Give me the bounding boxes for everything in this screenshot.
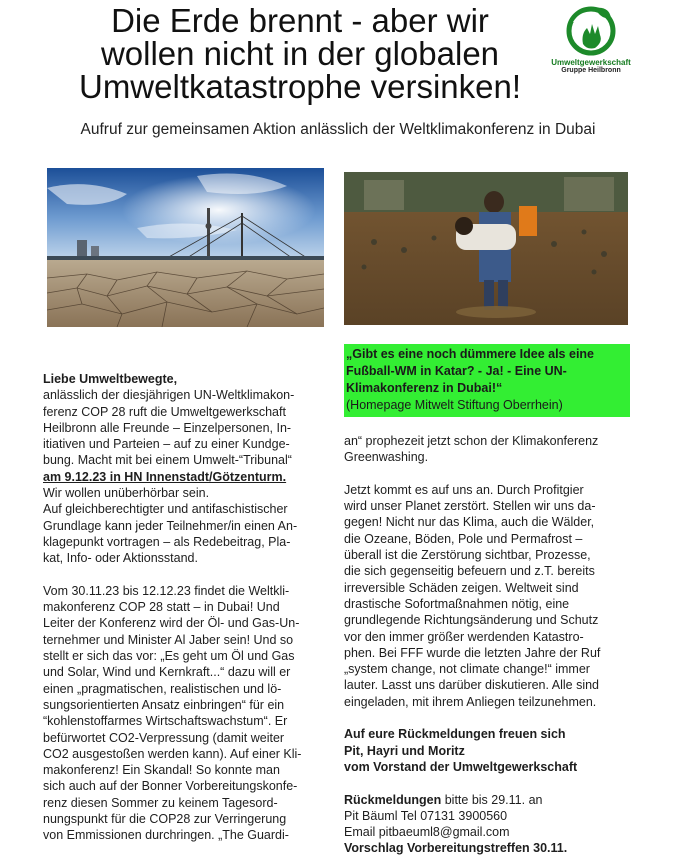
organization-logo [548, 4, 634, 76]
text-line: makonferenz! Ein Skandal! So konnte man [43, 763, 280, 778]
text-line: kat, Info- oder Aktionsstand. [43, 551, 198, 566]
signoff-org: vom Vorstand der Umweltgewerkschaft [344, 759, 578, 774]
feedback-label: Rückmeldungen [344, 792, 442, 807]
text-line: überall ist die Zerstörung sichtbar, Prozesse, [344, 548, 591, 563]
text-line: makonferenz COP 28 statt – in Dubai! Und [43, 600, 280, 615]
text-line: Auf gleichberechtigter und antifaschistischer [43, 502, 288, 517]
title-line-1: Die Erde brennt - aber wir [111, 2, 489, 39]
text-line: „system change, not climate change!“ immer [344, 662, 590, 677]
feedback-deadline: bitte bis 29.11. an [441, 792, 543, 807]
quote-box [344, 344, 630, 417]
text-line: irreversible Schäden zeigen. Weltweit sind [344, 580, 579, 595]
text-line: einen „pragmatischen, realistischen und lö- [43, 681, 282, 696]
text-line: an“ prophezeit jetzt schon der Klimakonferenz [344, 434, 599, 448]
text-line: befürwortet CO2-Verpressung (damit weiter [43, 730, 285, 745]
signoff-names: Pit, Hayri und Moritz [344, 743, 465, 758]
text-line: stellt er sich das vor: „Es geht um Öl und Gas [43, 649, 295, 664]
flood-rescue-photo [344, 172, 628, 325]
text-line: CO2 ausgestoßen werden kann). Auf einer Kli- [43, 746, 302, 761]
text-line: eingeladen, mit ihrem Anliegen teilzunehmen. [344, 694, 597, 709]
logo-org-name: Umweltgewerkschaft [551, 58, 631, 67]
text-line: sungsorientierten Ansatz einbringen“ für ein [43, 697, 285, 712]
text-line: nungspunkt für die COP28 zur Verringerung [43, 812, 287, 827]
quote-line-2: Fußball-WM in Katar? - Ja! - Eine UN- [346, 364, 567, 378]
quote-line-3: Klimakonferenz in Dubai!“ [346, 381, 503, 395]
text-line: Wir wollen unüberhörbar sein. [43, 486, 210, 501]
text-line: phen. Bei FFF wurde die letzten Jahre der Ruf [344, 645, 601, 660]
text-line: “kohlenstoffarmes Wirtschaftswachstum“. Er [43, 714, 288, 729]
right-column-text [344, 433, 634, 857]
text-line: sich auch auf der Bonner Vorbereitungskonfe- [43, 779, 298, 794]
text-line: Jetzt kommt es auf uns an. Durch Profitgier [344, 482, 584, 497]
hand-globe-leaf-icon [565, 4, 617, 58]
text-line: ferenz COP 28 ruft die Umweltgewerkschaft [43, 404, 286, 419]
text-line: drastische Sofortmaßnahmen nötig, eine [344, 596, 570, 611]
text-line: die sich gegenseitig befeuern und z.T. bereits [344, 564, 595, 579]
feedback-line [344, 792, 634, 808]
left-column-text [43, 371, 328, 844]
signoff-line: Auf eure Rückmeldungen freuen sich [344, 727, 566, 742]
text-line: Heilbronn alle Freunde – Einzelpersonen, In- [43, 420, 292, 435]
title-line-2: wollen nicht in der globalen [100, 35, 500, 72]
text-line: die Ozeane, Böden, Pole und Permafrost – [344, 531, 583, 546]
greeting: Liebe Umweltbewegte, [43, 372, 178, 386]
prep-meeting-note: Vorschlag Vorbereitungstreffen 30.11. [344, 841, 568, 856]
text-line: klagepunkt vortragen – als Redebeitrag, Pla- [43, 534, 291, 549]
dry-riverbed-bridge-photo [47, 168, 324, 327]
text-line: wird unser Planet zerstört. Stellen wir uns da- [344, 499, 596, 514]
text-line: lauter. Lasst uns darüber diskutieren. Alle sind [344, 678, 600, 693]
text-line: renz diesen Sommer zu keinem Tagesord- [43, 795, 278, 810]
text-line: anlässlich der diesjährigen UN-Weltklimakon- [43, 388, 295, 403]
subtitle: Aufruf zur gemeinsamen Aktion anlässlich der Weltklimakonferenz in Dubai [80, 121, 596, 138]
text-line: grundlegende Richtungsänderung und Schutz [344, 613, 599, 628]
quote-source: (Homepage Mitwelt Stiftung Oberrhein) [346, 398, 563, 412]
contact-phone: Pit Bäuml Tel 07131 3900560 [344, 808, 508, 823]
page-title [40, 4, 560, 103]
text-line: vor den immer größer werdenden Katastro- [344, 629, 584, 644]
text-line: Leiter der Konferenz wird der Öl- und Gas-Un- [43, 616, 300, 631]
quote-line-1: „Gibt es eine noch dümmere Idee als eine [346, 347, 594, 361]
text-line: itiativen und Parteien – auf zu einer Kundge- [43, 437, 290, 452]
text-line: ternehmer und Minister Al Jaber sein! Und so [43, 632, 294, 647]
logo-org-group: Gruppe Heilbronn [561, 67, 621, 74]
text-line: und Solar, Wind und Kernkraft...“ dazu will er [43, 665, 291, 680]
text-line: gegen! Nicht nur das Klima, auch die Wälder, [344, 515, 595, 530]
text-line: Greenwashing. [344, 450, 429, 465]
text-line: Vom 30.11.23 bis 12.12.23 findet die Weltkli- [43, 583, 290, 598]
text-line: bung. Macht mit bei einem Umwelt-“Tribunal“ [43, 453, 292, 468]
event-date-location: am 9.12.23 in HN Innenstadt/Götzenturm. [43, 469, 287, 484]
text-line: von Emmissionen durchringen. „The Guardi- [43, 828, 289, 843]
contact-email[interactable]: Email pitbaeuml8@gmail.com [344, 825, 510, 840]
text-line: Grundlage kann jeder Teilnehmer/in einen An- [43, 518, 298, 533]
title-line-3: Umweltkatastrophe versinken! [78, 68, 522, 105]
